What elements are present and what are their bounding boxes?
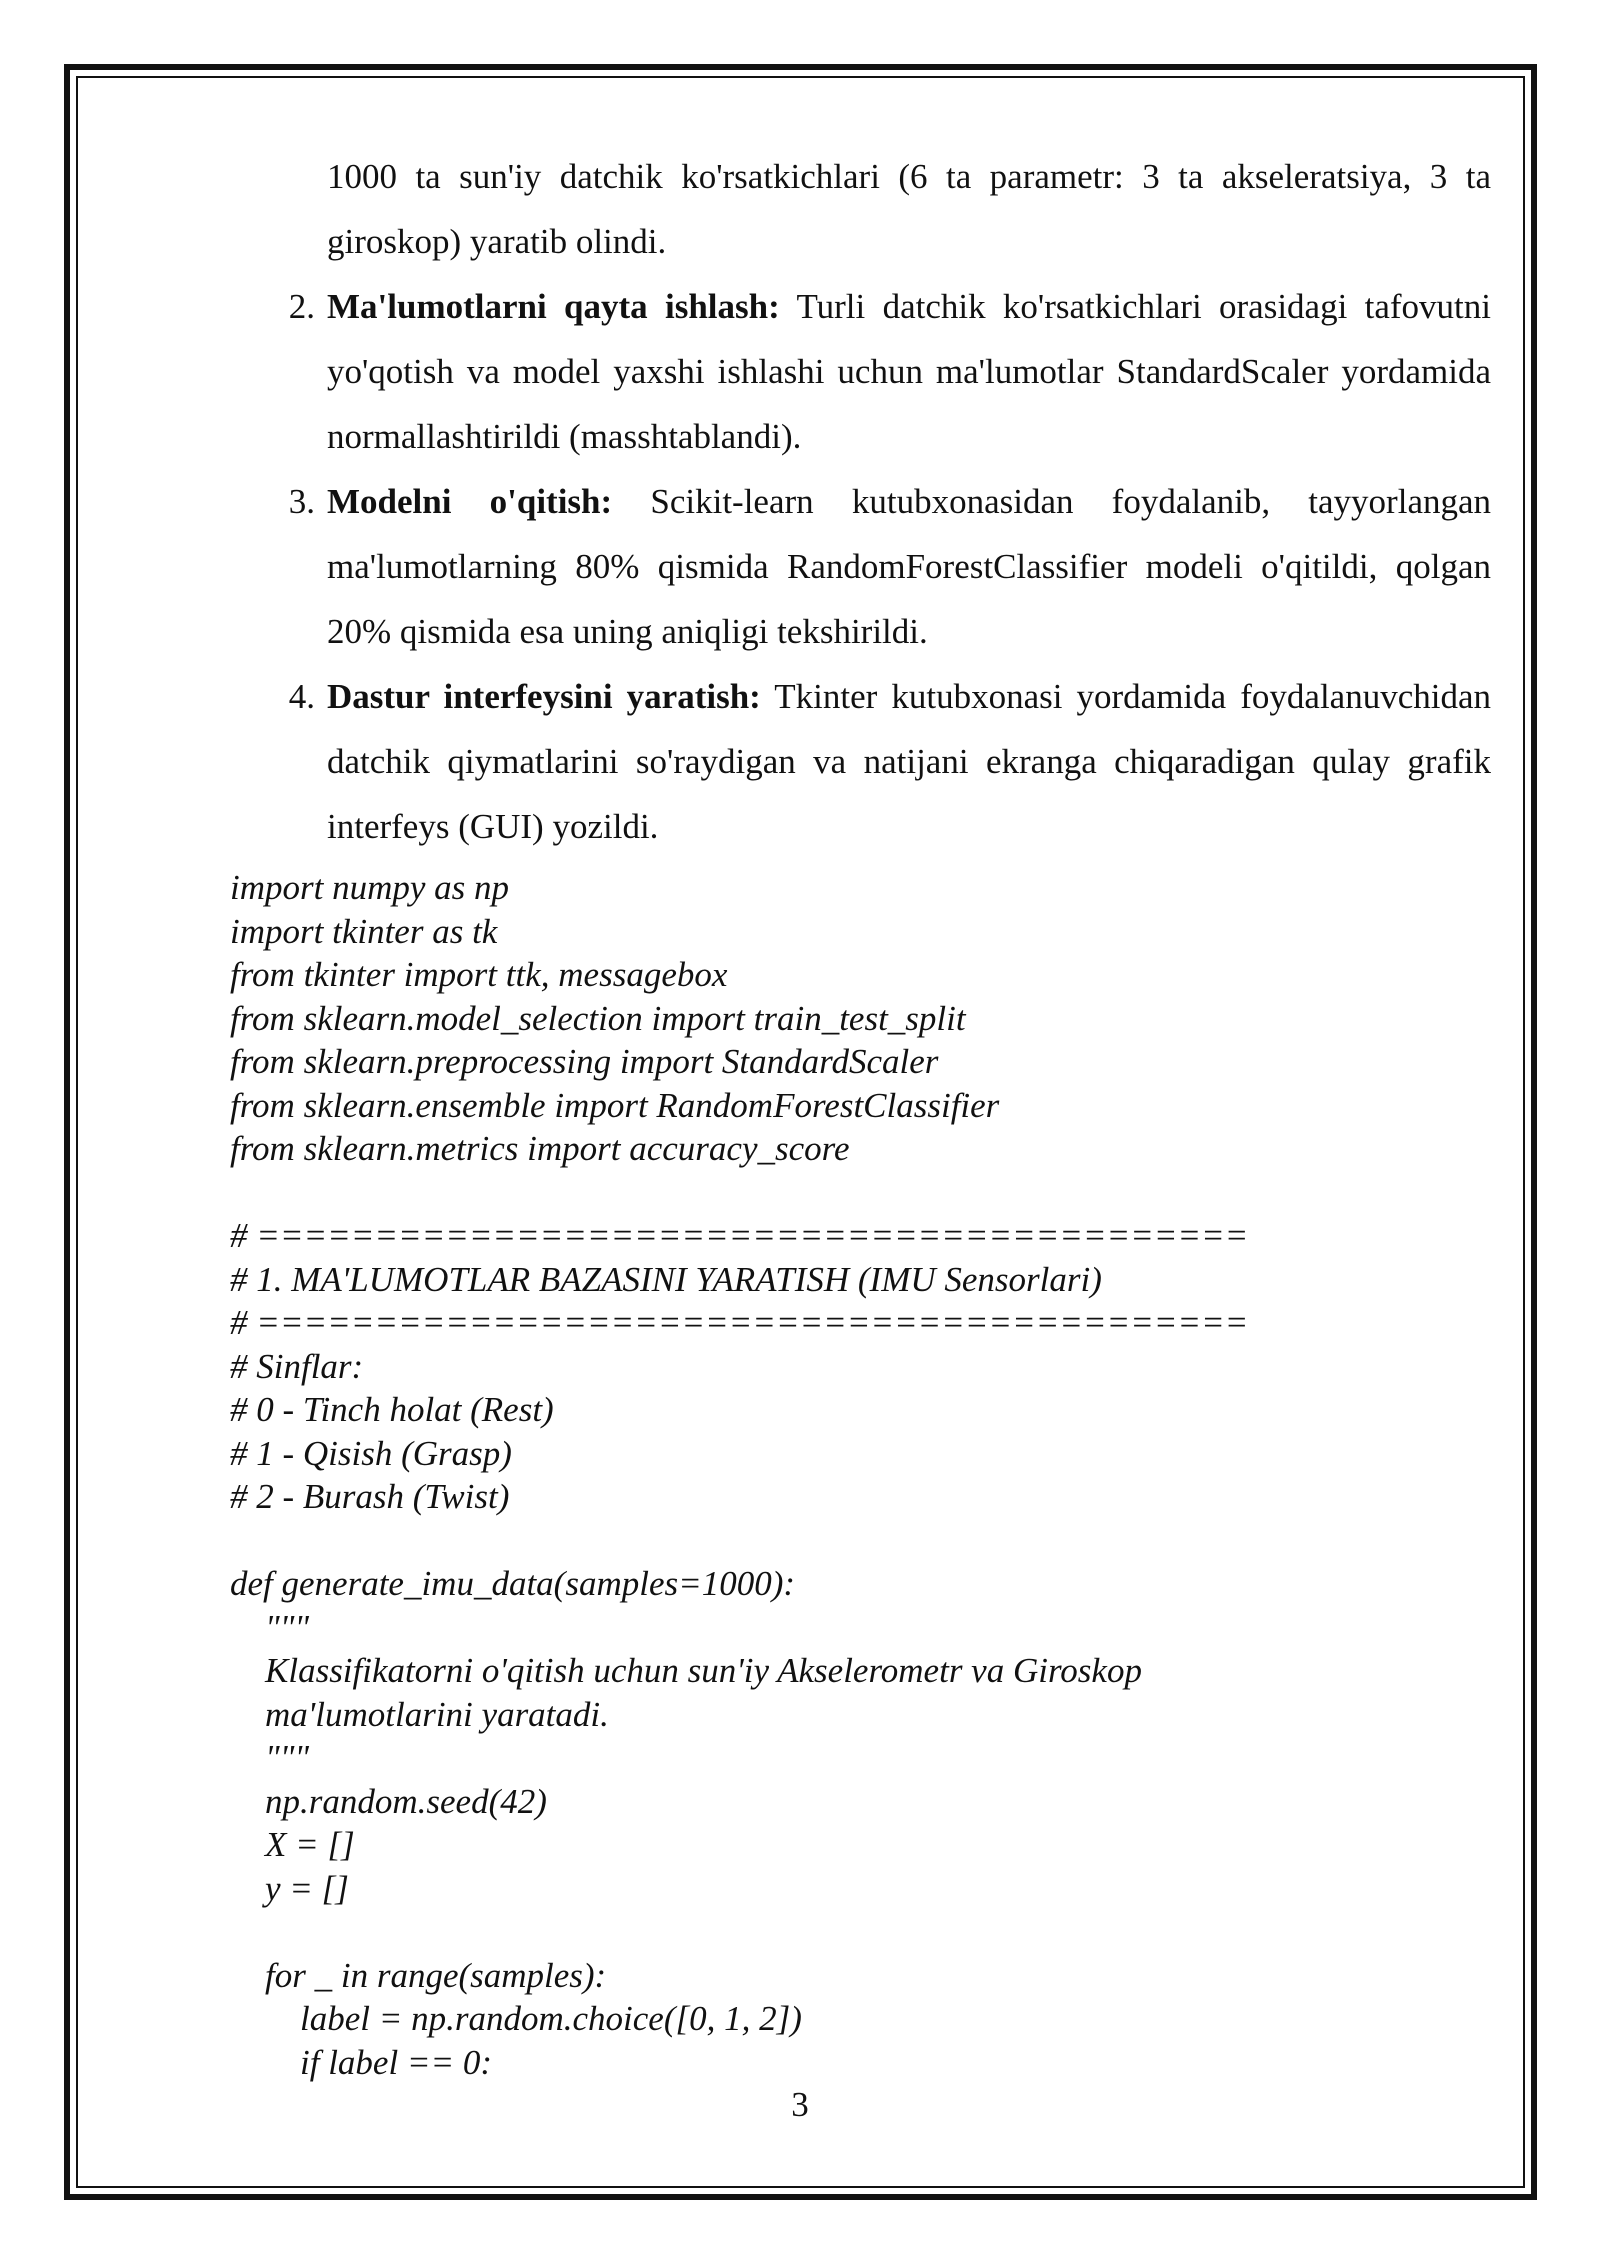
code-line: # 0 - Tinch holat (Rest) bbox=[230, 1390, 554, 1429]
code-line: Klassifikatorni o'qitish uchun sun'iy Akselerometr va Giroskop bbox=[230, 1651, 1142, 1690]
code-line: np.random.seed(42) bbox=[230, 1781, 547, 1821]
list-item-text: Turli datchik ko'rsatkichlari orasidagi tafovutni yo'qotish va model yaxshi ishlashi uchun ma'lumotlar StandardScaler yordamida normallashtirildi (masshtablandi). bbox=[327, 287, 1491, 456]
list-item-title: Modelni o'qitish: bbox=[327, 482, 613, 521]
code-line: def generate_imu_data(samples=1000): bbox=[230, 1564, 796, 1603]
code-line bbox=[230, 1910, 1490, 1954]
code-line: """ bbox=[230, 1607, 310, 1647]
list-item-number: 3. bbox=[288, 482, 315, 521]
code-line: # 1 - Qisish (Grasp) bbox=[230, 1433, 512, 1473]
page-number: 3 bbox=[791, 2085, 809, 2124]
list-item-number: 4. bbox=[288, 677, 315, 716]
code-line: # 2 - Burash (Twist) bbox=[230, 1477, 510, 1516]
code-block bbox=[230, 866, 1490, 2084]
code-line bbox=[230, 1171, 1490, 1215]
code-line: from sklearn.ensemble import RandomForestClassifier bbox=[230, 1085, 1000, 1125]
list-item-4 bbox=[288, 664, 1491, 859]
code-line: label = np.random.choice([0, 1, 2]) bbox=[230, 1999, 802, 2038]
list-item-title: Dastur interfeysini yaratish: bbox=[327, 677, 761, 716]
list-item-number: 2. bbox=[288, 287, 315, 326]
paragraph-continuation: 1000 ta sun'iy datchik ko'rsatkichlari (6 ta parametr: 3 ta akseleratsiya, 3 ta giroskop) yaratib olindi. bbox=[327, 157, 1491, 261]
code-line: from sklearn.model_selection import train_test_split bbox=[230, 998, 966, 1038]
code-line: if label == 0: bbox=[230, 2042, 493, 2082]
code-line: from tkinter import ttk, messagebox bbox=[230, 955, 728, 994]
code-line: from sklearn.metrics import accuracy_score bbox=[230, 1129, 850, 1168]
code-line: import numpy as np bbox=[230, 868, 510, 907]
list-item-3 bbox=[288, 469, 1492, 664]
code-line: ma'lumotlarini yaratadi. bbox=[230, 1694, 609, 1734]
code-line: # ========================================== bbox=[230, 1303, 1249, 1342]
list-item-2 bbox=[288, 274, 1491, 469]
code-line: for _ in range(samples): bbox=[230, 1955, 607, 1995]
code-line: X = [] bbox=[230, 1825, 355, 1864]
code-line: y = [] bbox=[230, 1868, 349, 1908]
code-line: import tkinter as tk bbox=[230, 911, 498, 951]
code-line: from sklearn.preprocessing import StandardScaler bbox=[230, 1042, 939, 1081]
code-line: """ bbox=[230, 1738, 310, 1777]
code-line: # 1. MA'LUMOTLAR BAZASINI YARATISH (IMU Sensorlari) bbox=[230, 1259, 1102, 1299]
code-line: # ========================================== bbox=[230, 1216, 1249, 1255]
list-item-title: Ma'lumotlarni qayta ishlash: bbox=[327, 287, 780, 326]
code-line bbox=[230, 1519, 1490, 1563]
list-item-text: Tkinter kutubxonasi yordamida foydalanuvchidan datchik qiymatlarini so'raydigan va natijani ekranga chiqaradigan qulay grafik interfeys (GUI) yozildi. bbox=[327, 677, 1491, 846]
code-line: # Sinflar: bbox=[230, 1346, 364, 1386]
list-item-text: Scikit-learn kutubxonasidan foydalanib, tayyorlangan ma'lumotlarning 80% qismida RandomForestClassifier modeli o'qitildi, qolgan 20% qismida esa uning aniqligi tekshirildi. bbox=[327, 482, 1492, 651]
